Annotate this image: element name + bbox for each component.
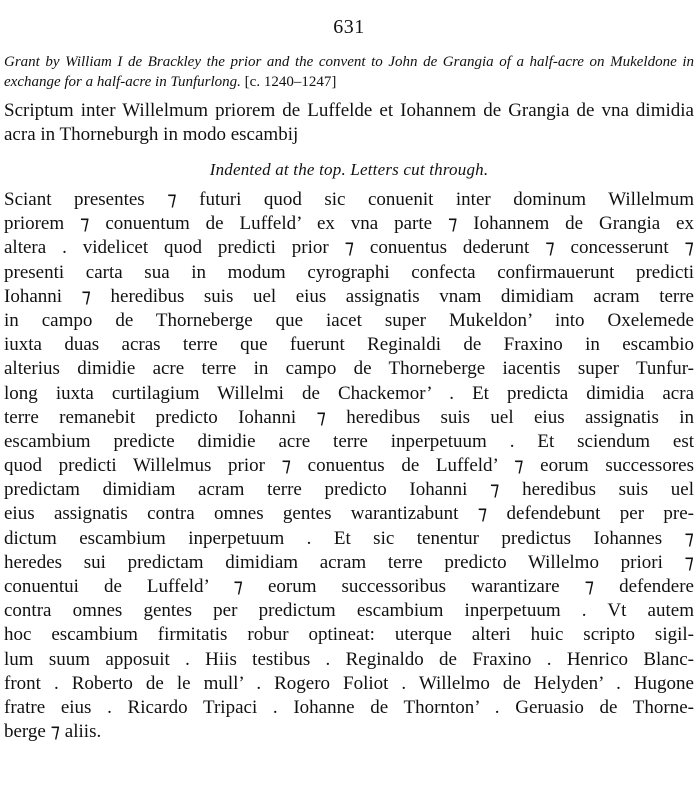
text-line: hoc escambium firmitatis robur optineat: uterque alteri huic scripto sigil- — [4, 624, 694, 646]
text-line: predictam dimidiam acram terre predicto Iohanni ⁊ heredibus suis uel — [4, 479, 694, 501]
charter-date: [c. 1240–1247] — [244, 74, 337, 90]
text-line: fratre eius . Ricardo Tripaci . Iohanne de Thornton’ . Geruasio de Thorne- — [4, 696, 694, 718]
text-line: iuxta duas acras terre que fuerunt Reginaldi de Fraxino in escambio — [4, 334, 694, 356]
text-line: lum suum apposuit . Hiis testibus . Reginaldo de Fraxino . Henrico Blanc- — [4, 648, 694, 670]
charter-summary — [4, 52, 694, 92]
text-line: escambium predicte dimidie acre terre inperpetuum . Et sciendum est — [4, 430, 694, 452]
page-number: 631 — [333, 16, 365, 38]
text-line: priorem ⁊ conuentum de Luffeld’ ex vna parte ⁊ Iohannem de Grangia ex — [4, 213, 694, 235]
text-line: eius assignatis contra omnes gentes warantizabunt ⁊ defendebunt per pre- — [4, 503, 694, 525]
text-line: Iohanni ⁊ heredibus suis uel eius assignatis vnam dimidiam acram terre — [4, 285, 694, 307]
text-line: berge ⁊ aliis. — [4, 721, 102, 743]
text-line: in campo de Thorneberge que iacet super Mukeldon’ into Oxelemede — [4, 309, 694, 331]
text-line: conuentui de Luffeld’ ⁊ eorum successoribus warantizare ⁊ defendere — [4, 576, 694, 597]
text-line: Sciant presentes ⁊ futuri quod sic conuenit inter dominum Willelmum — [4, 189, 694, 210]
text-line: altera . videlicet quod predicti prior ⁊ conuentus dederunt ⁊ concesserunt ⁊ — [4, 237, 694, 259]
text-line: front . Roberto de le mull’ . Rogero Foliot . Willelmo de Helyden’ . Hugone — [4, 672, 694, 694]
charter-heading: Scriptum inter Willelmum priorem de Luffelde et Iohannem de Grangia de vna dimidia acra in Thorneburgh in modo escambij — [4, 100, 694, 145]
charter-summary-text: Grant by William I de Brackley the prior and the convent to John de Grangia of a half-acre on Mukeldone in exchange for a half-acre in Tunfurlong. — [4, 54, 694, 90]
charter-text — [4, 188, 694, 744]
text-line: contra omnes gentes per predictum escambium inperpetuum . Vt autem — [4, 600, 694, 622]
text-line: dictum escambium inperpetuum . Et sic tenentur predictus Iohannes ⁊ — [4, 527, 694, 549]
text-line: terre remanebit predicto Iohanni ⁊ heredibus suis uel eius assignatis in — [4, 406, 694, 428]
text-line: heredes sui predictam dimidiam acram terre predicto Willelmo priori ⁊ — [4, 551, 694, 573]
text-line: quod predicti Willelmus prior ⁊ conuentus de Luffeld’ ⁊ eorum successores — [4, 455, 694, 477]
text-line: presenti carta sua in modum cyrographi confecta confirmauerunt predicti — [4, 261, 694, 283]
text-line: alterius dimidie acre terre in campo de Thorneberge iacentis super Tunfur- — [4, 358, 694, 380]
document-note: Indented at the top. Letters cut through. — [209, 160, 489, 179]
text-line: long iuxta curtilagium Willelmi de Chackemor’ . Et predicta dimidia acra — [4, 382, 694, 404]
